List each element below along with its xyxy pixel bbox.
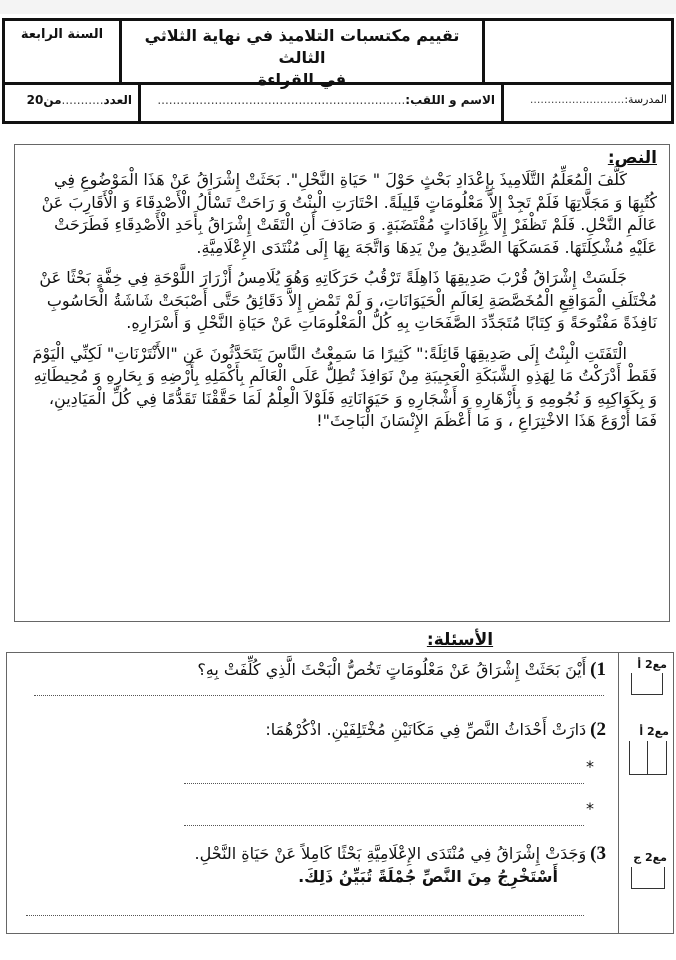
question-3-instruction: أَسْتَخْرِجُ مِنَ النَّصِّ جُمْلَةً تُبَيِّنُ ذَلِكَ.: [298, 867, 558, 886]
exam-title: تقييم مكتسبات التلاميذ في نهاية الثلاثي الثالث: [144, 26, 460, 67]
text-paragraph-body: جَلَسَتْ إِشْرَاقُ قُرْبَ صَدِيقِهَا ذَاهِلَةً تَرْقُبُ حَرَكَاتِهِ وَهُوَ يُلَامِسُ أَزْرَارَ اللَّوْحَةِ فِي خِفَّةٍ بَحْثًا عَنْ مُخْتَلَفِ الْمَوَاقِعِ الْمُخَصَّصَةِ لِعَالَمِ الْحَيَوَانَاتِ، وَ لَمْ تَمْضِ إِلاَّ دَقَائِقُ حَتَّى أَصْبَحَتْ شَاشَةُ الْحَاسُوبِ نَافِذَةً مَفْتُوحَةً وَ كِتَابًا مُتَجَدِّدَ الصَّفَحَاتِ بِهِ كُلُّ الْمَعْلُومَاتِ عَنْ حَيَاةِ النَّحْلِ وَ أَسْرَارِهِ.: [39, 268, 657, 332]
score-cell[interactable]: [5, 85, 141, 121]
answer-line-q2-a[interactable]: [184, 783, 584, 784]
name-field[interactable]: .................................................................: [157, 93, 406, 107]
reading-text-box: [14, 144, 670, 622]
answer-line-q3[interactable]: [26, 915, 584, 916]
criteria-column: [619, 653, 673, 933]
text-paragraph-body: كَلَّفَ الْمُعَلِّمُ التَّلَامِيذَ بِإِعْدَادِ بَحْثٍ حَوْلَ " حَيَاةِ النَّحْلِ". بَحَثَتْ إِشْرَاقُ عَنْ هَذَا الْمَوْضُوعِ فِي كُتُبِهَا وَ مَجَلَّاتِهَا فَلَمْ تَجِدْ إِلاَّ مَعْلُومَاتٍ قَلِيلَةً. احْتَارَتِ الْبِنْتُ وَ رَاحَتْ تَسْأَلُ الْأَصْدِقَاءَ وَ الْأَقَارِبَ عَنْ عَالَمِ النَّحْلِ. فَلَمْ تَظْفَرْ إِلاَّ بِإِفَادَاتٍ مُقْتَضَبَةٍ. وَ صَادَفَ أَنِ الْتَقَتْ إِشْرَاقُ بِأَحَدِ الْأَصْدِقَاءِ فَطَرَحَتْ عَلَيْهِ مُشْكِلَتَهَا. فَمَسَكَهَا الصَّدِيقُ مِنْ يَدِهَا وَاتَّجَهَ بِهَا إِلَى مُنْتَدَى الإِعْلَامِيَّةِ.: [41, 170, 657, 257]
question-1: [197, 659, 606, 681]
text-paragraph: [27, 343, 657, 433]
questions-column: [7, 653, 619, 933]
text-paragraph-body: الْتَفَتَتِ الْبِنْتُ إِلَى صَدِيقِهَا قَائِلَةً:" كَثِيرًا مَا سَمِعْتُ النَّاسَ يَتَحَدَّثُونَ عَنِ "الأَنْتَرْنَاتِ" لَكِنِّي الْيَوْمَ فَقَطْ أَدْرَكْتُ مَا لِهَذِهِ الشَّبَكَةِ الْعَجِيبَةِ مِنْ نَوَافِذَ تُطِلُّ عَلَى الْعَالَمِ بِأَكْمَلِهِ بِأَرْضِهِ وَ بِحَارِهِ وَ مُحِيطَاتِهِ وَ بِكَوَاكِبِهِ وَ نُجُومِهِ وَ بِأَزْهَارِهِ وَ أَشْجَارِهِ وَ حَيَوَانَاتِهِ فَلَوْلاَ الْعِلْمُ لَمَا حَقَّقْنَا تَقَدُّمًا فِي كُلِّ الْمَيَادِينِ، فَمَا أَرْوَعَ هَذَا الاخْتِرَاعِ ، وَ مَا أَعْظَمَ الإِنْسَانَ الْبَاحِثَ"!: [32, 343, 657, 430]
answer-line-q1[interactable]: [34, 695, 604, 696]
grade-cell: [5, 21, 122, 82]
grade-label: السنة الرابعة: [20, 27, 104, 42]
school-label: المدرسة:: [624, 93, 667, 106]
criterion-label: مع2 ج: [633, 851, 667, 864]
question-text: وَجَدَتْ إِشْرَاقُ فِي مُنْتَدَى الإِعْلَامِيَّةِ بَحْثًا كَامِلاً عَنْ حَيَاةِ النَّحْلِ.: [194, 844, 587, 863]
bullet-star: *: [586, 799, 594, 818]
score-box-divider: [647, 741, 648, 774]
header-row-top: [5, 21, 671, 89]
header-row-bottom: [5, 85, 671, 121]
score-box-q2[interactable]: [629, 741, 667, 775]
questions-box: [6, 652, 674, 934]
question-3: [195, 843, 606, 865]
score-field[interactable]: ...........: [61, 93, 104, 107]
score-out-of: من20: [26, 93, 62, 107]
logo-cell: [485, 21, 671, 82]
title-cell: [122, 21, 485, 89]
question-text: أَيْنَ بَحَثَتْ إِشْرَاقُ عَنْ مَعْلُومَاتٍ تَخُصُّ الْبَحْثَ الَّذِي كُلِّفَتْ بِهِ؟: [197, 660, 587, 679]
text-paragraph: [27, 169, 657, 259]
text-paragraph: [27, 267, 657, 335]
school-cell[interactable]: [504, 85, 671, 121]
exam-subject: في القراءة: [257, 70, 347, 89]
name-label: الاسم و اللقب:: [405, 93, 495, 107]
answer-line-q2-b[interactable]: [184, 825, 584, 826]
text-section-title: النص:: [607, 148, 657, 168]
questions-section-title: الأسئلة:: [426, 630, 494, 650]
question-number: 3): [590, 843, 606, 864]
school-field[interactable]: ...........................: [529, 93, 625, 106]
score-box-q1[interactable]: [631, 673, 663, 695]
question-2: [265, 719, 606, 741]
question-number: 2): [590, 719, 606, 740]
name-cell[interactable]: [141, 85, 504, 121]
criterion-label: مع2 أ: [637, 658, 667, 671]
score-label: العدد: [103, 93, 132, 107]
question-text: دَارَتْ أَحْدَاثُ النَّصِّ فِي مَكَانَيْنِ مُخْتَلِفَيْنِ. اذْكُرْهُمَا:: [265, 720, 587, 739]
bullet-star: *: [586, 757, 594, 776]
exam-header-table: [2, 18, 674, 124]
criterion-label: مع2 أ: [639, 725, 669, 738]
question-number: 1): [590, 659, 606, 680]
page-top-margin: [0, 0, 676, 14]
score-box-q3[interactable]: [631, 867, 665, 889]
